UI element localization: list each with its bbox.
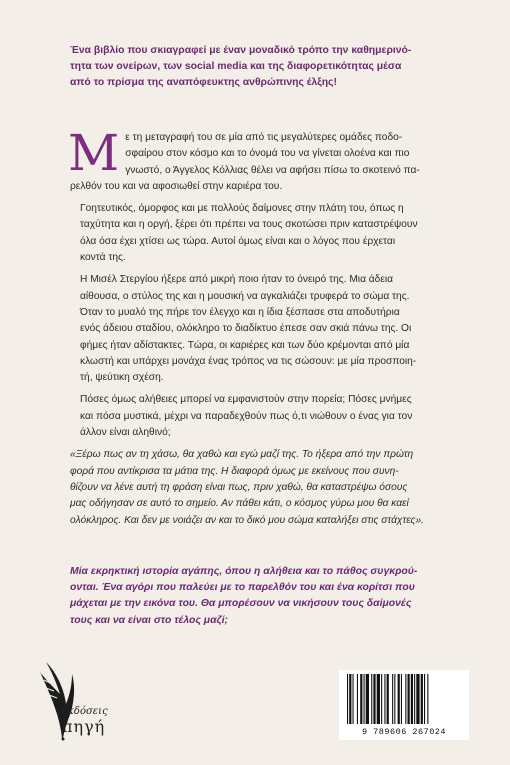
intro-line: από το πρίσμα της αναπόφευκτης ανθρώπινης έλξης! [70, 77, 337, 88]
barcode-bar [364, 674, 365, 724]
text-line: γνωστό, ο Άγγελος Κόλλιας θέλει να αφήσει πίσω το σκοτεινό πα- [125, 164, 420, 176]
isbn-digits: 9 789606 267024 [361, 727, 446, 737]
intro-line: Ένα βιβλίο που σκιαγραφεί με έναν μοναδικό τρόπο την καθημερινό- [70, 45, 412, 56]
barcode-bar [360, 674, 362, 724]
barcode-bar [347, 674, 348, 724]
quote-line: «Ξέρω πως αν τη χάσω, θα χαθώ και εγώ μαζί της. Το ήξερα από την πρώτη [70, 449, 414, 461]
barcode-bar [394, 674, 395, 724]
isbn-barcode [339, 670, 469, 740]
barcode-bar [398, 674, 400, 724]
drop-cap: Μ [68, 124, 120, 182]
barcode-bar [424, 674, 425, 724]
text-line: Όταν το μυαλό της πήρε τον έλεγχο και η ίδια ξέσπασε στα αποδυτήρια [80, 306, 400, 318]
barcode-bar [381, 674, 382, 724]
synopsis-paragraph-1 [68, 124, 462, 195]
synopsis-paragraph-4 [70, 392, 462, 441]
text-line: κλωστή και υπάρχει μονάχα ένας τρόπος να τις σώσουν: με μία προσποιη- [80, 355, 417, 367]
barcode-bar [401, 674, 402, 724]
closing-line: τους και να είναι στο τέλος μαζί; [70, 614, 228, 626]
excerpt-quote [70, 447, 462, 528]
text-line: φήμες ήταν αδίστακτες. Τώρα, οι καριέρες και των δύο κρέμονται από μία [80, 339, 410, 351]
text-line: κοντά της. [80, 252, 126, 264]
text-line: ενός άδειου σταδίου, ολόκληρο το διαδίκτυο έπεσε σαν σκιά πάνω της. Οι [80, 323, 412, 335]
closing-line: ονται. Ένα αγόρι που παλεύει με το παρελθόν του και ένα κορίτσι που [70, 582, 415, 594]
publisher-name-line2: πηγή [62, 717, 106, 736]
synopsis-paragraph-3 [70, 272, 462, 386]
quote-line: μας οδήγησαν σε αυτό το σημείο. Αν πάθει κάτι, ο κόσμος γύρω μου θα καεί [70, 498, 409, 510]
barcode-bar [371, 674, 372, 724]
intro-line: τητα των ονείρων, των social media και της διαφορετικότητας μέσα [70, 61, 402, 72]
barcode-bar [387, 674, 389, 724]
barcode-bar [421, 674, 423, 724]
barcode-bar [414, 674, 415, 724]
quote-line: φορά που αντίκρισα τα μάτια της. Η διαφορά όμως με εκείνους που συνη- [70, 465, 399, 477]
barcode-bar [357, 674, 358, 724]
barcode-bar [366, 674, 369, 724]
text-line: τή, ψεύτικη σχέση. [80, 372, 164, 384]
text-line: Η Μισέλ Στεργίου ήξερε από μικρή ποιο ήταν το όνειρό της. Μια άδεια [80, 274, 394, 286]
text-line: ε τη μεταγραφή του σε μία από τις μεγαλύτερες ομάδες ποδο- [125, 132, 403, 143]
barcode-bar [373, 674, 375, 724]
quote-line: ολόκληρος. Και δεν με νοιάζει αν και το δικό μου σώμα καταλήξει στις στάχτες». [70, 514, 424, 526]
barcode-bar [405, 674, 406, 724]
text-line: και πόσα μυστικά, μέχρι να παραδεχθούν πως ό,τι νιώθουν ο ένας για τον [80, 410, 413, 422]
barcode-bar [408, 674, 410, 724]
quote-line: θίζουν να λένε αυτή τη φράση είναι πως, πριν χαθώ, θα καταστρέψω όσους [70, 481, 408, 493]
barcode-bar [416, 674, 419, 724]
text-line: Πόσες όμως αλήθειες μπορεί να εμφανιστούν στην πορεία; Πόσες μνήμες [80, 394, 412, 406]
text-line: άλλον είναι αληθινό; [80, 427, 171, 439]
closing-tagline [70, 564, 462, 629]
barcode-bar [377, 674, 380, 724]
barcode-bar [384, 674, 385, 724]
text-line: Γοητευτικός, όμορφος και με πολλούς δαίμονες στην πλάτη του, όπως η [80, 203, 404, 215]
barcode-bar [392, 674, 393, 724]
barcode-bar [353, 674, 354, 724]
text-line: ρελθόν του και να αφοσιωθεί στην καριέρα του. [70, 180, 283, 192]
synopsis [68, 124, 462, 535]
closing-line: μάχεται με την εικόνα του. Θα μπορέσουν να νικήσουν τους δαίμονές [70, 598, 412, 610]
text-line: αίθουσα, ο στύλος της και η μουσική να αγκαλιάζει τρυφερά το σώμα της. [80, 290, 410, 302]
barcode-bar [427, 674, 428, 724]
closing-line: Μία εκρηκτική ιστορία αγάπης, όπου η αλήθεια και το πάθος συγκρού- [70, 566, 418, 577]
intro-tagline [70, 43, 455, 91]
synopsis-paragraph-2 [70, 201, 462, 266]
barcode-bar [411, 674, 413, 724]
text-line: σφαίρου στον κόσμο και το όνομά του να γίνεται ολοένα και πιο [125, 148, 410, 160]
text-line: όλα όσα έχει χτίσει ως τώρα. Αυτοί όμως είναι και ο λόγος που έρχεται [80, 235, 396, 247]
publisher-name-line1: εκδόσεις [62, 706, 108, 717]
text-line: ταχύτητα και η οργή, ξέρει ότι πρέπει να τους σκοτώσει πριν καταστρέψουν [80, 219, 418, 231]
barcode-bar [349, 674, 351, 724]
barcode-bars [339, 670, 469, 728]
